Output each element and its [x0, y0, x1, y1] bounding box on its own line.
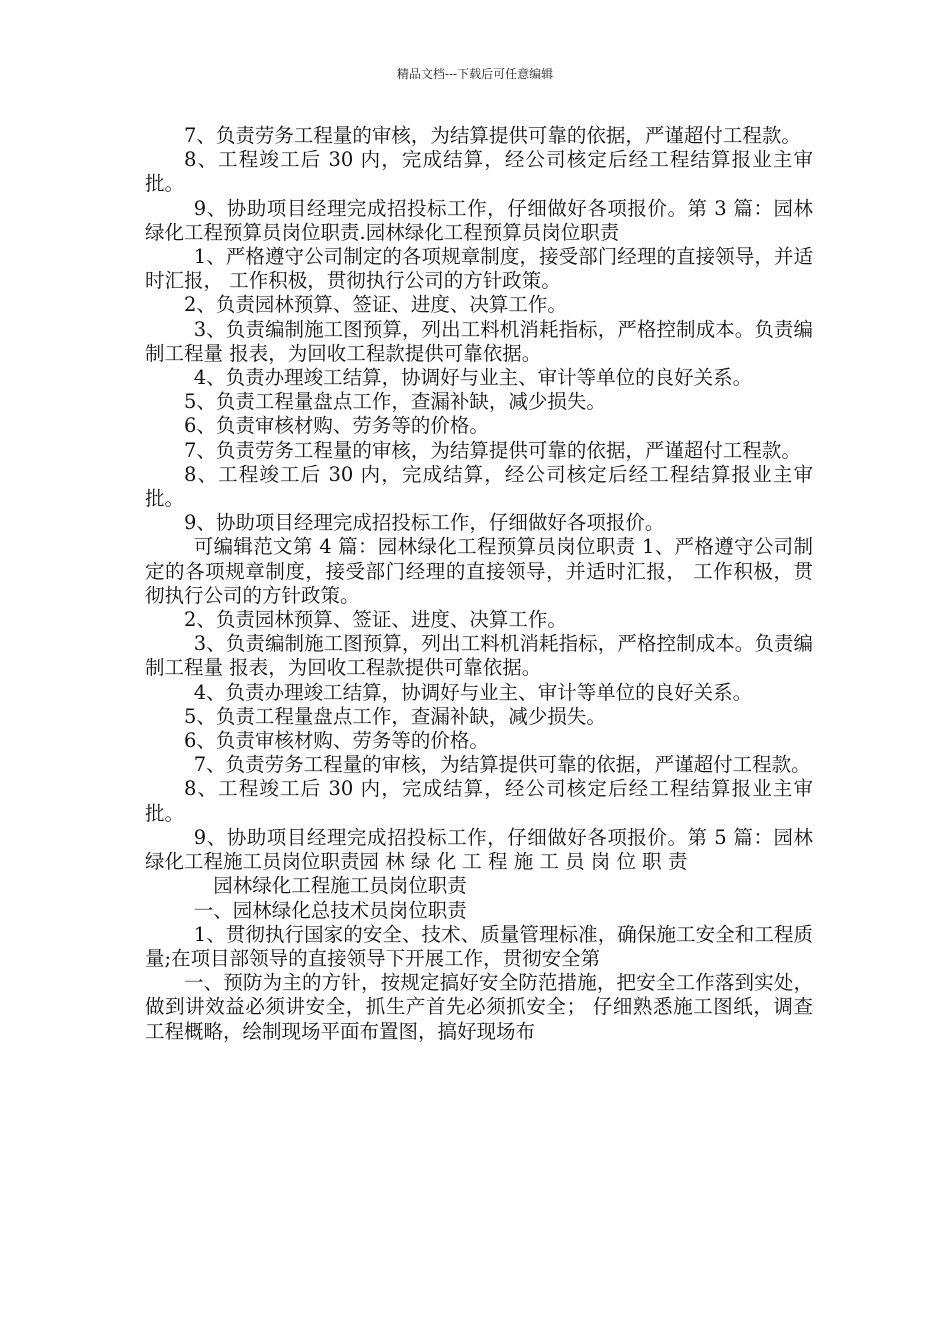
paragraph: 可编辑范文第 4 篇：园林绿化工程预算员岗位职责 1、严格遵守公司制定的各项规章制度，接受部门经理的直接领导，并适时汇报， 工作积极，贯彻执行公司的方针政策。 [145, 535, 813, 607]
paragraph: 1、严格遵守公司制定的各项规章制度，接受部门经理的直接领导，并适时汇报， 工作积极，贯彻执行公司的方针政策。 [145, 245, 813, 293]
section-heading: 一、园林绿化总技术员岗位职责 [193, 898, 467, 922]
paragraph: 9、协助项目经理完成招投标工作，仔细做好各项报价。第 3 篇：园林绿化工程预算员岗位职责.园林绿化工程预算员岗位职责 [145, 196, 813, 244]
paragraph: 7、负责劳务工程量的审核，为结算提供可靠的依据，严谨超付工程款。 [184, 438, 801, 462]
paragraph: 2、负责园林预算、签证、进度、决算工作。 [184, 608, 567, 632]
paragraph: 6、负责审核材购、劳务等的价格。 [184, 414, 489, 438]
paragraph: 一、预防为主的方针，按规定搞好安全防范措施，把安全工作落到实处，做到讲效益必须讲安全，抓生产首先必须抓安全； 仔细熟悉施工图纸，调查工程概略，绘制现场平面布置图，搞好现场布 [145, 971, 813, 1043]
paragraph: 8、工程竣工后 30 内，完成结算，经公司核定后经工程结算报业主审批。 [145, 777, 813, 825]
document-body [145, 124, 813, 1044]
paragraph: 1、贯彻执行国家的安全、技术、质量管理标准，确保施工安全和工程质量;在项目部领导的直接领导下开展工作，贯彻安全第 [145, 922, 813, 970]
paragraph: 4、负责办理竣工结算，协调好与业主、审计等单位的良好关系。 [193, 680, 753, 704]
paragraph: 6、负责审核材购、劳务等的价格。 [184, 729, 489, 753]
paragraph: 4、负责办理竣工结算，协调好与业主、审计等单位的良好关系。 [193, 366, 753, 390]
page-header: 精品文档---下载后可任意编辑 [396, 67, 554, 81]
paragraph: 9、协助项目经理完成招投标工作，仔细做好各项报价。 [184, 511, 665, 535]
paragraph: 5、负责工程量盘点工作，查漏补缺，减少损失。 [184, 704, 606, 728]
section-title: 园林绿化工程施工员岗位职责 [213, 874, 467, 898]
paragraph: 7、负责劳务工程量的审核，为结算提供可靠的依据，严谨超付工程款。 [184, 124, 801, 147]
paragraph: 3、负责编制施工图预算，列出工料机消耗指标，严格控制成本。负责编制工程量 报表，为回收工程款提供可靠依据。 [145, 317, 813, 365]
paragraph: 9、协助项目经理完成招投标工作，仔细做好各项报价。第 5 篇：园林绿化工程施工员岗位职责园 林 绿 化 工 程 施 工 员 岗 位 职 责 [145, 825, 813, 874]
paragraph: 2、负责园林预算、签证、进度、决算工作。 [184, 293, 567, 317]
paragraph: 3、负责编制施工图预算，列出工料机消耗指标，严格控制成本。负责编制工程量 报表，为回收工程款提供可靠依据。 [145, 632, 813, 680]
paragraph: 8、工程竣工后 30 内，完成结算，经公司核定后经工程结算报业主审批。 [145, 148, 813, 196]
paragraph: 7、负责劳务工程量的审核，为结算提供可靠的依据，严谨超付工程款。 [193, 753, 811, 777]
paragraph: 5、负责工程量盘点工作，查漏补缺，减少损失。 [184, 390, 606, 414]
paragraph: 8、工程竣工后 30 内，完成结算，经公司核定后经工程结算报业主审批。 [145, 462, 813, 511]
